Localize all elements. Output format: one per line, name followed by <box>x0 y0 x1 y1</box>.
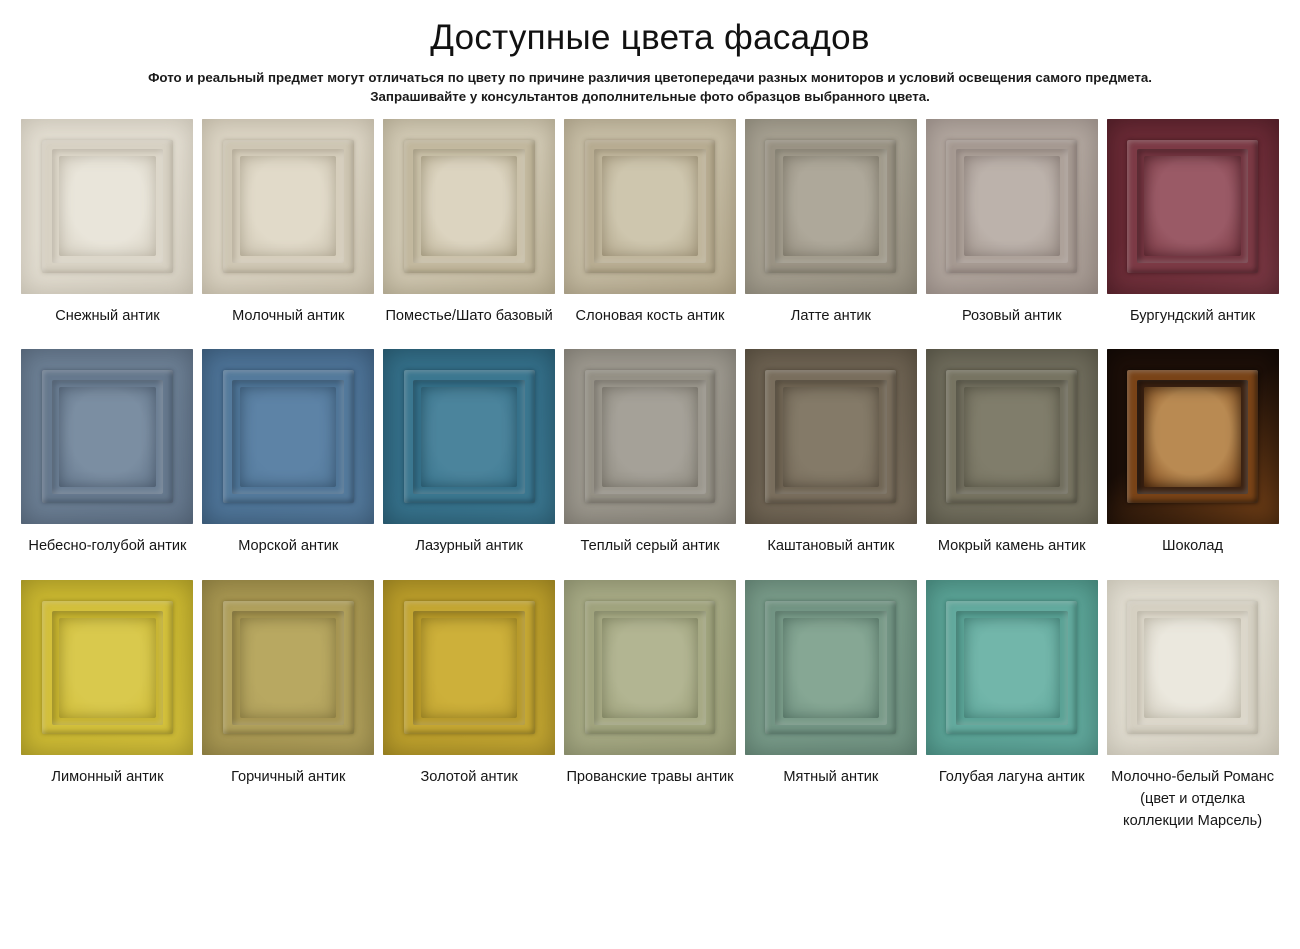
swatch-cell[interactable] <box>924 119 1099 350</box>
swatch-label: Мокрый камень антик <box>937 538 1086 555</box>
swatch-label: Шоколад <box>1162 538 1224 555</box>
door-panel-graphic <box>383 349 555 524</box>
swatch-cell[interactable] <box>743 580 918 837</box>
swatch-image[interactable] <box>1107 119 1279 294</box>
swatch-image[interactable] <box>202 580 374 755</box>
swatch-label: Латте антик <box>790 307 871 324</box>
color-catalog-page <box>0 18 1300 949</box>
swatch-label: Молочно-белый Романс (цвет и отделка коллекции Марсель) <box>1111 769 1275 830</box>
door-panel-graphic <box>1107 119 1279 294</box>
swatch-image[interactable] <box>745 349 917 524</box>
swatch-image[interactable] <box>383 119 555 294</box>
swatch-cell[interactable] <box>382 119 557 350</box>
swatch-cell[interactable] <box>924 349 1099 580</box>
swatch-cell[interactable] <box>20 580 195 837</box>
swatch-label: Лазурный антик <box>415 538 523 555</box>
swatch-cell[interactable] <box>924 580 1099 837</box>
door-panel-graphic <box>202 119 374 294</box>
swatch-cell[interactable] <box>201 119 376 350</box>
door-center-panel <box>1144 156 1240 256</box>
door-center-panel <box>240 618 336 718</box>
swatch-cell[interactable] <box>20 119 195 350</box>
swatch-cell[interactable] <box>201 580 376 837</box>
swatch-image[interactable] <box>21 349 193 524</box>
door-center-panel <box>240 156 336 256</box>
door-center-panel <box>1144 387 1240 487</box>
door-panel-graphic <box>745 580 917 755</box>
door-panel-graphic <box>564 349 736 524</box>
door-panel-graphic <box>21 119 193 294</box>
door-panel-graphic <box>745 119 917 294</box>
swatch-cell[interactable] <box>1105 580 1280 837</box>
door-center-panel <box>1144 618 1240 718</box>
door-panel-graphic <box>926 119 1098 294</box>
swatch-cell[interactable] <box>1105 349 1280 580</box>
disclaimer-note <box>40 68 1260 107</box>
door-center-panel <box>59 618 155 718</box>
swatch-cell[interactable] <box>563 349 738 580</box>
door-panel-graphic <box>745 349 917 524</box>
swatch-label: Морской антик <box>238 538 339 555</box>
swatch-image[interactable] <box>202 119 374 294</box>
door-center-panel <box>964 618 1060 718</box>
swatch-cell[interactable] <box>201 349 376 580</box>
swatch-label: Снежный антик <box>55 307 160 324</box>
door-panel-graphic <box>926 580 1098 755</box>
swatch-image[interactable] <box>1107 349 1279 524</box>
swatch-cell[interactable] <box>382 580 557 837</box>
swatch-image[interactable] <box>202 349 374 524</box>
door-panel-graphic <box>202 349 374 524</box>
swatch-label: Бургундский антик <box>1130 307 1256 324</box>
swatch-image[interactable] <box>564 119 736 294</box>
door-center-panel <box>421 387 517 487</box>
swatch-cell[interactable] <box>743 349 918 580</box>
door-center-panel <box>421 156 517 256</box>
swatch-label: Прованские травы антик <box>566 769 734 786</box>
door-center-panel <box>602 156 698 256</box>
swatch-label: Золотой антик <box>420 769 518 786</box>
door-center-panel <box>783 387 879 487</box>
door-panel-graphic <box>383 119 555 294</box>
door-center-panel <box>421 618 517 718</box>
swatch-grid <box>20 119 1280 837</box>
door-panel-graphic <box>21 349 193 524</box>
swatch-cell[interactable] <box>563 580 738 837</box>
door-center-panel <box>59 156 155 256</box>
swatch-label: Молочный антик <box>232 307 345 324</box>
disclaimer-line-2: Запрашивайте у консультантов дополнительные фото образцов выбранного цвета. <box>370 89 930 105</box>
swatch-image[interactable] <box>1107 580 1279 755</box>
door-center-panel <box>783 156 879 256</box>
swatch-label: Слоновая кость антик <box>575 307 725 324</box>
door-panel-graphic <box>21 580 193 755</box>
swatch-image[interactable] <box>564 349 736 524</box>
swatch-image[interactable] <box>564 580 736 755</box>
door-center-panel <box>964 387 1060 487</box>
door-center-panel <box>240 387 336 487</box>
swatch-label: Мятный антик <box>783 769 879 786</box>
swatch-cell[interactable] <box>382 349 557 580</box>
swatch-image[interactable] <box>745 119 917 294</box>
door-center-panel <box>964 156 1060 256</box>
swatch-label: Лимонный антик <box>51 769 164 786</box>
swatch-cell[interactable] <box>1105 119 1280 350</box>
swatch-cell[interactable] <box>563 119 738 350</box>
swatch-image[interactable] <box>926 119 1098 294</box>
swatch-label: Небесно-голубой антик <box>28 538 187 555</box>
disclaimer-line-1: Фото и реальный предмет могут отличаться по цвету по причине различия цветопередачи разных мониторов и условий освещения самого предмета. <box>148 70 1152 85</box>
swatch-image[interactable] <box>21 580 193 755</box>
swatch-label: Каштановый антик <box>767 538 895 555</box>
swatch-label: Розовый антик <box>961 307 1062 324</box>
door-center-panel <box>59 387 155 487</box>
door-panel-graphic <box>383 580 555 755</box>
page-title: Доступные цвета фасадов <box>430 18 870 57</box>
door-panel-graphic <box>564 580 736 755</box>
door-panel-graphic <box>564 119 736 294</box>
swatch-image[interactable] <box>383 349 555 524</box>
swatch-label: Горчичный антик <box>231 769 346 786</box>
swatch-label: Поместье/Шато базовый <box>385 307 553 324</box>
door-panel-graphic <box>202 580 374 755</box>
door-center-panel <box>602 387 698 487</box>
door-panel-graphic <box>926 349 1098 524</box>
swatch-image[interactable] <box>383 580 555 755</box>
door-panel-graphic <box>1107 580 1279 755</box>
swatch-image[interactable] <box>745 580 917 755</box>
swatch-label: Теплый серый антик <box>580 538 720 555</box>
swatch-image[interactable] <box>926 349 1098 524</box>
door-panel-graphic <box>1107 349 1279 524</box>
swatch-cell[interactable] <box>743 119 918 350</box>
swatch-label: Голубая лагуна антик <box>938 769 1085 786</box>
door-center-panel <box>783 618 879 718</box>
swatch-image[interactable] <box>21 119 193 294</box>
door-center-panel <box>602 618 698 718</box>
swatch-image[interactable] <box>926 580 1098 755</box>
swatch-cell[interactable] <box>20 349 195 580</box>
